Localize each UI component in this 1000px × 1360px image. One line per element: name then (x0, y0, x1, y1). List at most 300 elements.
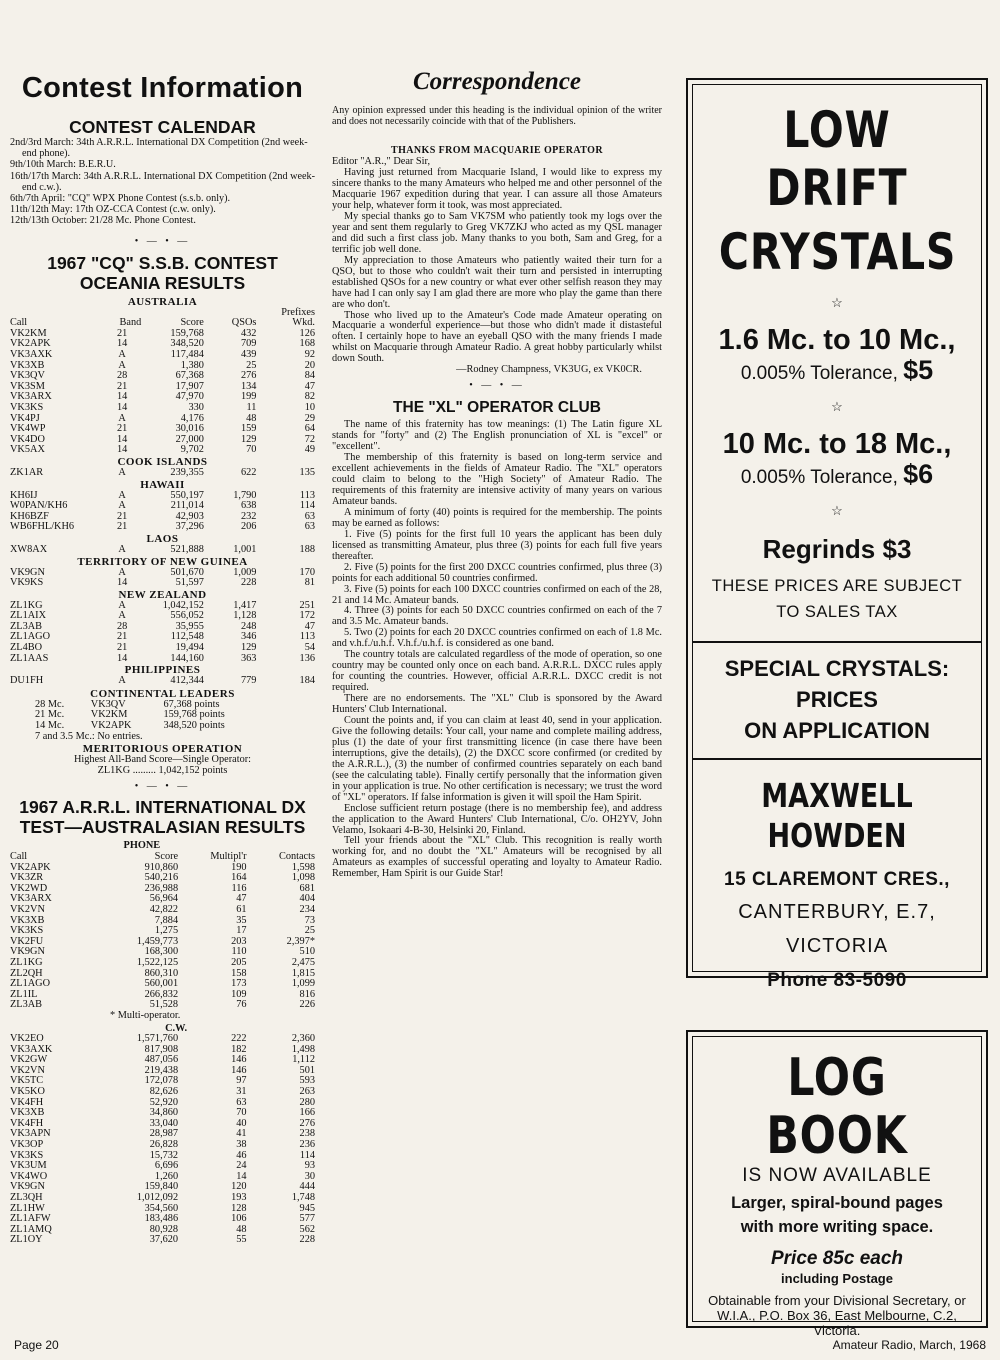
table-row (10, 611, 315, 622)
contacts-cell: 93 (304, 1160, 315, 1172)
score-cell: 159,768 (170, 327, 204, 339)
call-cell: VK4WO (10, 1170, 48, 1182)
multiplier-cell: 182 (231, 1043, 247, 1055)
score-cell: 540,216 (144, 872, 179, 884)
star-icon: ☆ (831, 295, 843, 310)
score-cell: 168,300 (144, 946, 179, 958)
score-cell: 28,987 (149, 1128, 179, 1140)
region-row (10, 556, 315, 568)
prefixes-cell: 188 (299, 543, 315, 555)
call-cell: KH6IJ (10, 489, 38, 501)
contacts-cell: 1,598 (291, 861, 315, 873)
call-cell: VK3SM (10, 380, 45, 392)
arrl-head-mult: Multipl'r (210, 851, 247, 862)
call-cell: VK2VN (10, 1064, 45, 1076)
separator: • — • — (134, 235, 191, 247)
xl-paragraph: There are no endorsements. The "XL" Club is sponsored by the Award Hunters' Club International. (332, 693, 662, 716)
contacts-cell: 1,099 (291, 978, 315, 990)
contacts-cell: 30 (304, 1170, 315, 1182)
region-row (10, 589, 315, 601)
ad-tolerance-line-1 (693, 357, 981, 387)
score-cell: 26,828 (149, 1139, 179, 1151)
contacts-cell: 114 (299, 1149, 315, 1161)
call-cell: VK2KM (10, 327, 47, 339)
score-cell: 211,014 (170, 500, 204, 512)
prefixes-cell: 168 (299, 338, 315, 350)
arrl-title-1: 1967 A.R.R.L. INTERNATIONAL DX (19, 797, 306, 818)
qsos-cell: 432 (240, 327, 257, 339)
multiplier-cell: 14 (236, 1170, 247, 1182)
score-cell: 42,903 (175, 510, 204, 522)
call-cell: VK3QV (10, 370, 45, 382)
multiplier-cell: 48 (236, 1223, 247, 1235)
call-cell: VK3AXK (10, 349, 53, 360)
score-cell: 7,884 (154, 914, 179, 926)
prefixes-cell: 63 (304, 510, 315, 522)
table-row (10, 905, 315, 916)
call-cell: ZL3QH (10, 1192, 43, 1203)
ad-address-2: CANTERBURY, E.7, (738, 901, 936, 923)
region-name: HAWAII (140, 478, 185, 491)
call-cell: VK4DO (10, 433, 45, 445)
calendar-entry: 9th/10th March: B.E.R.U. (10, 159, 116, 171)
contacts-cell: 501 (299, 1064, 315, 1076)
qsos-cell: 129 (240, 433, 257, 445)
qsos-cell: 709 (240, 338, 257, 350)
band-cell: 14 (116, 577, 128, 589)
contest-calendar (10, 137, 315, 227)
table-row (10, 339, 315, 350)
multiplier-cell: 146 (231, 1054, 247, 1066)
multiplier-cell: 31 (236, 1086, 247, 1098)
call-cell: ZL1AGO (10, 631, 51, 643)
call-cell: VK2WD (10, 882, 48, 894)
contacts-cell: 510 (299, 946, 315, 958)
qsos-cell: 232 (240, 510, 257, 522)
xl-paragraph: 1. Five (5) points for the first full 10 years the applicant has been duly licensed as transmitting Amateur, plus three (3) points for each full five years thereafter. (332, 528, 662, 562)
table-row (10, 1193, 315, 1204)
prefixes-cell: 135 (299, 466, 315, 478)
score-cell: 37,620 (149, 1234, 179, 1246)
prefixes-cell: 47 (304, 380, 315, 392)
ssb-head-wkd: Wkd. (292, 317, 315, 329)
multiplier-cell: 61 (236, 903, 247, 915)
prefixes-cell: 170 (299, 566, 315, 578)
arrl-head-score: Score (154, 851, 179, 862)
call-cell: VK3ZR (10, 872, 44, 884)
call-cell: VK9GN (10, 1181, 45, 1193)
multiplier-cell: 109 (231, 988, 247, 1000)
score-cell: 521,888 (170, 543, 204, 555)
score-cell: 117,484 (170, 349, 204, 360)
letter-paragraph: Those who lived up to the Amateur's Code made Amateur operating on Macquarie a wonderful experience—but those who didn't made it distasteful often. I certainly hope to have an eyeball QSO with the many friends I made whilst on Macquarie through Amateur Radio. A great hobby particularly whilst down South. (332, 309, 662, 365)
qsos-cell: 129 (240, 642, 257, 654)
band-cell: A (118, 489, 126, 501)
ad-title-low-drift: LOW DRIFT (766, 101, 908, 217)
xl-paragraph: The name of this fraternity has tow meanings: (1) The Latin figure XL stands for "forty" and (2) The English pronunciation of XL is "excel" or "excellent". (332, 419, 662, 453)
call-cell: VK3ARX (10, 893, 52, 905)
band-cell: 14 (116, 444, 128, 456)
prefixes-cell: 113 (299, 631, 315, 643)
call-cell: ZL4BO (10, 642, 43, 654)
prefixes-cell: 251 (299, 599, 315, 611)
band-cell: 14 Mc. (35, 720, 65, 732)
contest-heading: Contest Information (21, 72, 304, 104)
call-cell: ZL1IL (10, 988, 38, 1000)
logbook-advertisement (686, 1030, 988, 1338)
logbook-line-3: with more writing space. (740, 1218, 934, 1236)
call-cell: VK2FU (10, 935, 44, 947)
multiplier-cell: 38 (236, 1139, 247, 1151)
band-cell: A (118, 675, 126, 687)
call-cell: VK3UM (10, 1160, 47, 1172)
table-row (10, 501, 315, 512)
calendar-entry: 6th/7th April: "CQ" WPX Phone Contest (s.s.b. only). (10, 193, 231, 205)
xl-paragraph: Count the points and, if you can claim at least 40, send in your application. Give the following details: Your call, your name and complete mailing address, plus (1) the date of your first transmitting licence (in case there have been interruptions, give the details), (2) the DXCC score confirmed (or credited by the A.R.R.L.), (3) the number of confirmed countries separately on each band (see the calculating table). Finally certify personally that the information given in your application is true. No other certification is necessary; we trust the word of "XL" operators. If false information is given it will spoil the Ham Spirit. (332, 714, 662, 803)
qsos-cell: 159 (240, 423, 257, 435)
call-cell: VK2APK (10, 338, 51, 350)
call-cell: VK3ARX (10, 391, 52, 403)
score-cell: 1,522,125 (136, 956, 179, 968)
multiplier-cell: 106 (231, 1213, 247, 1225)
multiplier-cell: 203 (231, 935, 247, 947)
score-cell: 82,626 (149, 1086, 179, 1098)
divider (693, 641, 981, 643)
band-cell: 21 (116, 380, 128, 392)
multiplier-cell: 97 (236, 1075, 247, 1087)
call-cell: ZL1KG (10, 956, 43, 968)
contacts-cell: 234 (299, 903, 315, 915)
score-cell: 30,016 (175, 423, 204, 435)
table-row (10, 414, 315, 425)
correspondence-column (332, 0, 662, 880)
multiplier-cell: 164 (231, 872, 247, 884)
band-cell: 21 Mc. (35, 709, 65, 721)
qsos-cell: 134 (240, 380, 257, 392)
letter-signature-text: —Rodney Champness, VK3UG, ex VK0CR. (456, 364, 642, 376)
contacts-cell: 1,815 (291, 967, 315, 979)
multiplier-cell: 128 (231, 1202, 247, 1214)
band-cell: A (118, 566, 126, 578)
table-row (10, 622, 315, 633)
ad-tolerance-1: 0.005% Tolerance, (740, 363, 898, 384)
qsos-cell: 25 (246, 359, 257, 371)
contacts-cell: 681 (299, 882, 315, 894)
qsos-cell: 779 (240, 675, 257, 687)
score-cell: 560,001 (144, 978, 179, 990)
band-cell: 28 (116, 370, 128, 382)
meritorious-title: MERITORIOUS OPERATION (82, 743, 243, 756)
call-cell: ZL3AB (10, 999, 43, 1011)
qsos-cell: 206 (240, 521, 257, 533)
band-cell: 21 (116, 423, 128, 435)
arrl-multi-note: * Multi-operator. (110, 1009, 181, 1021)
xl-paragraph: Tell your friends about the "XL" Club. This recognition is really worth working for, and no doubt the "XL" Amateurs will be recognised by all Amateurs as examples of successful operating and loyalty to Amateur Radio. Remember, Ham Spirit is our Guide Star! (332, 835, 662, 880)
call-cell: DU1FH (10, 675, 44, 687)
calendar-entry: 12th/13th October: 21/28 Mc. Phone Contest. (10, 215, 196, 227)
contacts-cell: 276 (299, 1117, 315, 1129)
contacts-cell: 238 (299, 1128, 315, 1140)
contacts-cell: 816 (299, 988, 315, 1000)
arrl-head-call: Call (10, 851, 28, 862)
score-cell: 159,840 (144, 1181, 179, 1193)
page-number: Page 20 (14, 1338, 59, 1352)
prefixes-cell: 20 (304, 359, 315, 371)
region-row (10, 456, 315, 468)
ssb-head-band: Band (119, 317, 142, 329)
points-cell: 348,520 points (163, 720, 225, 732)
score-cell: 37,296 (175, 521, 204, 533)
call-cell: VK3OP (10, 1139, 44, 1151)
band-cell: A (118, 349, 126, 360)
score-cell: 34,860 (149, 1107, 179, 1119)
ssb-title-2: OCEANIA RESULTS (79, 272, 246, 293)
ad-tax-1: THESE PRICES ARE SUBJECT (711, 577, 963, 595)
xl-paragraph: 2. Five (5) points for the first 200 DXCC countries confirmed, plus three (3) points for each additional 50 countries confirmed. (332, 561, 662, 584)
ssb-title-1: 1967 "CQ" S.S.B. CONTEST (47, 252, 278, 273)
letter-title: THANKS FROM MACQUARIE OPERATOR (391, 145, 603, 157)
call-cell: ZL1AIX (10, 610, 47, 622)
ad-special-1: SPECIAL CRYSTALS: (724, 656, 950, 681)
qsos-cell: 638 (240, 500, 257, 512)
prefixes-cell: 92 (304, 349, 315, 360)
call-cell: VK3KS (10, 1149, 44, 1161)
prefixes-cell: 10 (304, 401, 315, 413)
multiplier-cell: 24 (236, 1160, 247, 1172)
ad-tolerance-2: 0.005% Tolerance, (740, 467, 898, 488)
logbook-price: Price 85c each (770, 1248, 904, 1269)
letter-paragraph: Having just returned from Macquarie Island, I would like to express my sincere thanks to the many Amateurs who helped me and other personnel of the Macquarie 1967 expedition during that year. I can assure all those Amateurs your help, whatever form it took, was most appreciated. (332, 167, 662, 211)
region-row (10, 479, 315, 491)
score-cell: 1,260 (154, 1170, 179, 1182)
score-cell: 266,832 (144, 988, 179, 1000)
ad-address-1: 15 CLAREMONT CRES., (724, 869, 950, 890)
table-row (10, 654, 315, 665)
arrl-results-table (10, 841, 315, 1246)
prefixes-cell: 184 (299, 675, 315, 687)
continental-table (10, 700, 315, 732)
prefixes-cell: 81 (304, 577, 315, 589)
score-cell: 1,042,152 (162, 599, 204, 611)
score-cell: 183,486 (144, 1213, 179, 1225)
call-cell: VK4FH (10, 1096, 44, 1108)
ssb-results-table (10, 308, 315, 687)
qsos-cell: 346 (240, 631, 257, 643)
letter-paragraph: My appreciation to those Amateurs who patiently waited their turn for a QSO, but to those who couldn't wait their turn and persisted in interrupting established QSOs for a new country or what ever other selfish reason they may have had I can only say I am glad there are more who play the game than there are who don't. (332, 254, 662, 310)
qsos-cell: 199 (240, 391, 257, 403)
multiplier-cell: 222 (231, 1033, 247, 1045)
contacts-cell: 1,748 (291, 1192, 315, 1203)
multiplier-cell: 190 (231, 861, 247, 873)
score-cell: 51,528 (149, 999, 179, 1011)
contacts-cell: 1,112 (292, 1054, 315, 1066)
table-row (10, 632, 315, 643)
band-cell: 28 (116, 620, 128, 632)
xl-paragraph: Enclose sufficient return postage (there is no membership fee), and address the application to the Award Hunters' Club International, C/o. OH2YV, John Velamo, Isokaari 4-B-30, Helsinki 20, Finland. (332, 802, 662, 836)
score-cell: 4,176 (180, 412, 204, 424)
score-cell: 354,560 (144, 1202, 179, 1214)
call-cell: VK9GN (10, 566, 45, 578)
multiplier-cell: 47 (236, 893, 247, 905)
qsos-cell: 248 (240, 620, 257, 632)
ad-special-2: PRICES (796, 687, 878, 712)
multiplier-cell: 70 (236, 1107, 247, 1119)
xl-paragraph: 4. Three (3) points for each 50 DXCC countries confirmed on each of the 7 and 3.5 Mc. Amateur bands. (332, 605, 662, 628)
contacts-cell: 280 (299, 1096, 315, 1108)
score-cell: 1,380 (180, 359, 204, 371)
multiplier-cell: 63 (236, 1096, 247, 1108)
prefixes-cell: 54 (304, 642, 315, 654)
score-cell: 1,459,773 (136, 935, 179, 947)
table-row (10, 392, 315, 403)
contacts-cell: 593 (299, 1075, 315, 1087)
qsos-cell: 70 (246, 444, 257, 456)
logbook-postage: including Postage (781, 1271, 893, 1286)
score-cell: 144,160 (170, 652, 204, 664)
contacts-cell: 444 (299, 1181, 315, 1193)
score-cell: 9,702 (180, 444, 204, 456)
xl-paragraph: The membership of this fraternity is based on long-term service and excellent achievements in the fields of Amateur Radio. The "XL" operators could claim to belong to the "High Society" of Amateur Radio. The requirements of this fraternity are intensive activity of many years on various Amateur bands. (332, 452, 662, 507)
letter-signature (332, 365, 662, 376)
qsos-cell: 1,790 (233, 489, 257, 501)
contacts-cell: 562 (299, 1223, 315, 1235)
contest-column (10, 0, 315, 1246)
call-cell: ZK1AR (10, 466, 44, 478)
contacts-cell: 2,360 (291, 1033, 315, 1045)
call-cell: VK5TC (10, 1075, 44, 1087)
arrl-title-2: TEST—AUSTRALASIAN RESULTS (19, 817, 306, 838)
call-cell: VK2APK (90, 720, 132, 732)
calendar-entry: 11th/12th May: 17th OZ-CCA Contest (c.w. only). (10, 204, 216, 216)
call-cell: ZL1AGO (10, 978, 51, 990)
contacts-cell: 1,098 (291, 872, 315, 884)
call-cell: VK3KS (10, 925, 44, 937)
prefixes-cell: 172 (299, 610, 315, 622)
region-row (10, 664, 315, 676)
region-name: PHILIPPINES (124, 664, 201, 677)
band-cell: 21 (116, 521, 128, 533)
call-cell: ZL3AB (10, 620, 43, 632)
qsos-cell: 1,128 (233, 610, 257, 622)
ad-company: MAXWELL HOWDEN (761, 776, 913, 855)
calendar-entry: 16th/17th March: 34th A.R.R.L. International DX Competition (2nd week-end c.w.). (10, 170, 316, 193)
prefixes-cell: 63 (304, 521, 315, 533)
calendar-entry: 2nd/3rd March: 34th A.R.R.L. International DX Competition (2nd week-end phone). (10, 137, 308, 160)
multiplier-cell: 120 (231, 1181, 247, 1193)
band-cell: 21 (116, 510, 128, 522)
ad-range-2: 10 Mc. to 18 Mc., (722, 428, 952, 460)
meritorious-line-1: Highest All-Band Score—Single Operator: (73, 754, 252, 766)
region-name: COOK ISLANDS (117, 455, 208, 468)
publication-footer: Amateur Radio, March, 1968 (832, 1338, 986, 1352)
table-row (10, 371, 315, 382)
contacts-cell: 263 (299, 1086, 315, 1098)
call-cell: VK2GW (10, 1054, 48, 1066)
call-cell: VK3AXK (10, 1043, 53, 1055)
qsos-cell: 622 (240, 466, 257, 478)
score-cell: 42,822 (149, 903, 179, 915)
arrl-head-contacts: Contacts (278, 851, 315, 862)
contacts-cell: 228 (299, 1234, 315, 1246)
table-row (10, 522, 315, 533)
qsos-cell: 11 (246, 401, 257, 413)
table-row (10, 468, 315, 479)
ad-price-2: $6 (903, 459, 934, 489)
prefixes-cell: 136 (299, 652, 315, 664)
divider (693, 758, 981, 760)
table-row (10, 601, 315, 612)
table-row (10, 958, 315, 969)
region-name: LAOS (146, 532, 179, 545)
letter-salutation: Editor "A.R.," Dear Sir, (332, 156, 431, 168)
ssb-region-australia: AUSTRALIA (127, 295, 198, 308)
score-cell: 239,355 (170, 466, 204, 478)
separator: • — • — (134, 781, 191, 793)
logbook-title: LOG BOOK (766, 1048, 908, 1166)
prefixes-cell: 84 (304, 370, 315, 382)
ad-range-1: 1.6 Mc. to 10 Mc., (718, 324, 956, 356)
crystals-advertisement (686, 78, 988, 991)
multiplier-cell: 116 (231, 882, 247, 894)
prefixes-cell: 126 (299, 327, 315, 339)
contacts-cell: 2,397* (286, 935, 315, 947)
contacts-cell: 236 (299, 1139, 315, 1151)
multiplier-cell: 41 (236, 1128, 247, 1140)
ssb-head-prefixes: Prefixes (281, 306, 315, 318)
table-row (10, 403, 315, 414)
score-cell: 550,197 (170, 489, 204, 501)
band-cell: A (118, 610, 126, 622)
prefixes-cell: 113 (299, 489, 315, 501)
call-cell: VK2VN (10, 903, 45, 915)
score-cell: 487,056 (144, 1054, 179, 1066)
qsos-cell: 1,009 (233, 566, 257, 578)
region-name: NEW ZEALAND (118, 588, 207, 601)
table-row (10, 329, 315, 340)
prefixes-cell: 64 (304, 423, 315, 435)
table-row (10, 1235, 315, 1246)
call-cell: KH6BZF (10, 510, 49, 522)
score-cell: 1,275 (154, 925, 179, 937)
band-cell: A (118, 466, 126, 478)
star-icon: ☆ (831, 399, 843, 414)
multiplier-cell: 193 (231, 1192, 247, 1203)
ssb-head-score: Score (180, 317, 204, 329)
band-cell: 14 (116, 338, 128, 350)
call-cell: VK3APN (10, 1128, 51, 1140)
table-row (10, 643, 315, 654)
contacts-cell: 404 (299, 893, 315, 905)
call-cell: ZL1KG (10, 599, 43, 611)
score-cell: 330 (188, 401, 204, 413)
qsos-cell: 1,417 (233, 599, 257, 611)
band-cell: A (118, 599, 126, 611)
disclaimer (332, 106, 662, 127)
call-cell: ZL2QH (10, 967, 43, 979)
logbook-obtain: Obtainable from your Divisional Secretary, or W.I.A., P.O. Box 36, East Melbourne, C.2, Victoria. (708, 1293, 966, 1338)
call-cell: VK2APK (10, 861, 51, 873)
ad-phone: Phone 83-5090 (767, 970, 907, 991)
call-cell: WB6FHL/KH6 (10, 521, 75, 533)
correspondence-heading: Correspondence (412, 68, 582, 95)
disclaimer-text: Any opinion expressed under this heading is the individual opinion of the writer and does not necessarily coincide with that of the Publishers. (332, 105, 662, 127)
table-row (10, 545, 315, 556)
table-row (10, 382, 315, 393)
contacts-cell: 2,475 (291, 956, 315, 968)
multiplier-cell: 76 (236, 999, 247, 1011)
ad-tax-2: TO SALES TAX (776, 603, 898, 621)
multiplier-cell: 146 (231, 1064, 247, 1076)
